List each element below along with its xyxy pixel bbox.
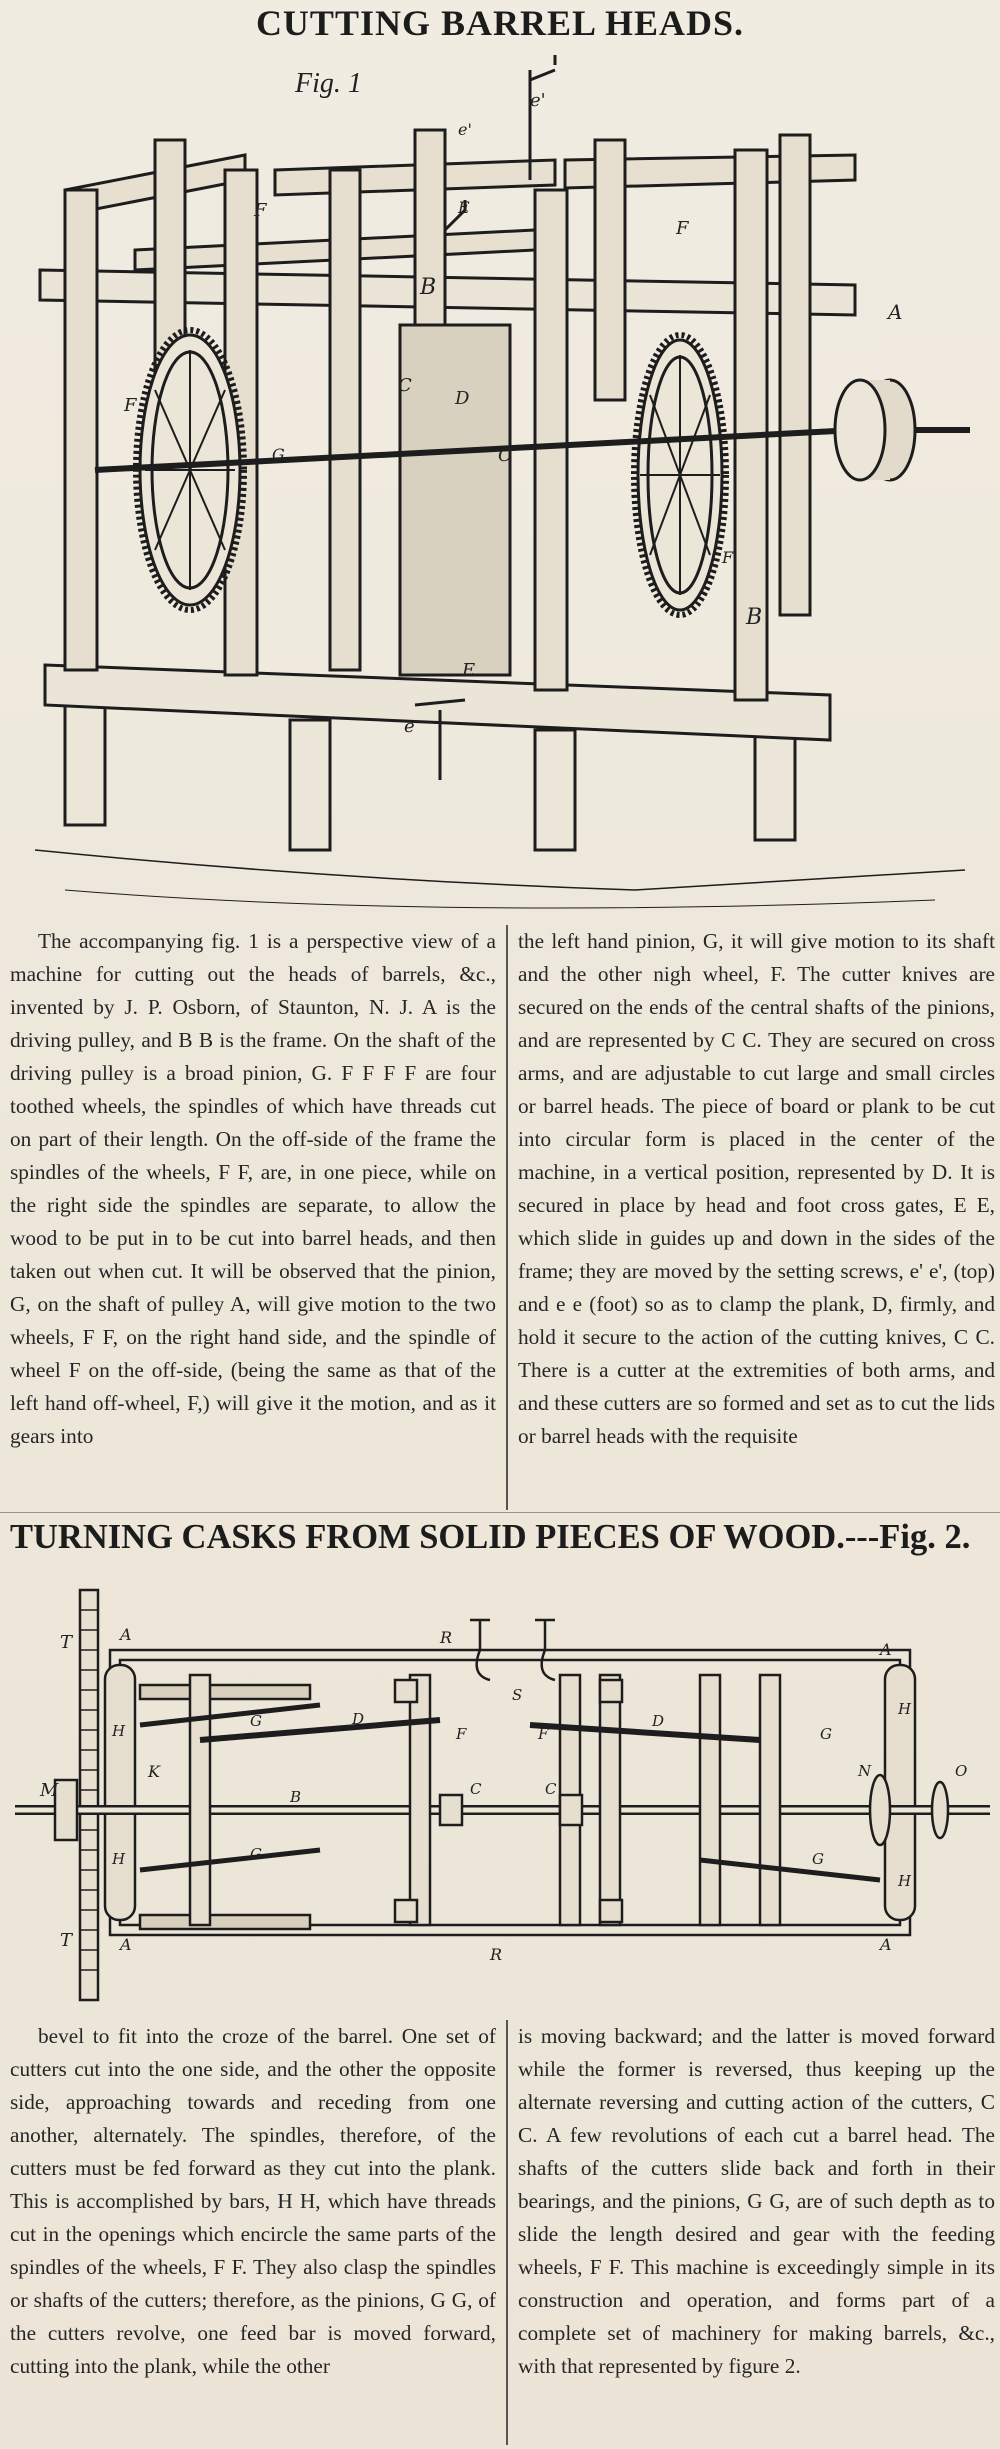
label-e2: E <box>458 198 470 217</box>
label-f1: F <box>456 1725 467 1743</box>
label-a4: A <box>880 1935 892 1954</box>
article-2-column-left: bevel to fit into the croze of the barrel. One set of cutters cut into the one side, and the other the opposite side, approaching towards and receding from one another, alternately. The spindles, therefore, of the cutters must be fed forward as they cut into the plank. This is accomplished by bars, H H, which have threads cut in the openings which encircle the same parts of the spindles of the wheels, F F. They also clasp the spindles or shafts of the cutters; therefore, as the pinions, G G, of the cutters revolve, one feed bar is moved forward, cutting into the plank, while the other <box>10 2024 496 2378</box>
label-e-foot: e <box>404 716 415 737</box>
label-e1: E <box>462 660 476 681</box>
label-e-prime-top: e' <box>530 90 546 111</box>
label-g1: G <box>250 1712 262 1730</box>
label-c1: C <box>470 1780 482 1798</box>
article-1-body <box>10 925 995 1510</box>
label-g2: G <box>250 1845 262 1863</box>
label-k: K <box>148 1762 160 1781</box>
label-o: O <box>955 1762 968 1780</box>
label-g3: G <box>820 1725 832 1743</box>
label-n: N <box>858 1762 872 1780</box>
label-b1: B <box>420 275 437 300</box>
figure-1-caption: Fig. 1 <box>295 68 362 99</box>
label-e-prime-2: e' <box>458 120 472 139</box>
label-m: M <box>40 1780 59 1801</box>
label-t2: T <box>60 1930 73 1951</box>
label-a: A <box>888 300 903 324</box>
article-1-column-right: the left hand pinion, G, it will give motion to its shaft and the other nigh wheel, F. The cutter knives are secured on the ends of the central shafts of the pinions, and are represented by C C. They are secured on cross arms, and are adjustable to cut large and small circles or barrel heads. The piece of board or plank to be cut into circular form is placed in the center of the machine, in a vertical position, represented by D. It is secured in place by head and foot cross gates, E E, which slide in guides up and down in the sides of the frame; they are moved by the setting screws, e' e', (top) and e e (foot) so as to clamp the plank, D, firmly, and hold it secure to the action of the cutting knives, C C. There is a cutter at the extremities of both arms, and and these cutters are so formed and set as to cut the lids or barrel heads with the requisite <box>518 929 995 1448</box>
label-c2: C <box>545 1780 557 1798</box>
column-rule <box>506 2020 508 2445</box>
figure-1-barrel-head-machine <box>35 50 975 920</box>
label-r1: R <box>440 1628 453 1647</box>
article-2-body <box>10 2020 995 2445</box>
label-b2: B <box>746 605 763 630</box>
article-2-column-right: is moving backward; and the latter is moved forward while the former is reversed, thus keeping up the alternate reversing and cutting action of the cutters, C C. A few revolutions of each cut a barrel head. The shafts of the cutters slide back and forth in their bearings, and the pinions, G G, are of such depth as to slide the length desired and gear with the feeding wheels, F F. This machine is exceedingly simple in its construction and operation, and forms part of a complete set of machinery for making barrels, &c., with that represented by figure 2. <box>518 2024 995 2378</box>
label-c2: C <box>498 445 512 466</box>
label-h2: H <box>112 1850 126 1868</box>
label-a1: A <box>120 1625 132 1644</box>
label-f2: F <box>254 200 267 221</box>
label-t1: T <box>60 1632 73 1653</box>
divider <box>0 1512 1000 1513</box>
label-h1: H <box>112 1722 126 1740</box>
label-h3: H <box>898 1700 912 1718</box>
label-d: D <box>455 388 470 409</box>
column-rule <box>506 925 508 1510</box>
label-h4: H <box>898 1872 912 1890</box>
label-r2: R <box>490 1945 503 1964</box>
label-f3: F <box>676 218 689 239</box>
label-a2: A <box>120 1935 132 1954</box>
label-s: S <box>512 1686 523 1704</box>
label-c1: C <box>398 375 412 396</box>
article-title-turning-casks: TURNING CASKS FROM SOLID PIECES OF WOOD.---Fig. 2. <box>10 1518 971 1556</box>
label-f2: F <box>538 1725 549 1743</box>
label-b: B <box>290 1788 302 1806</box>
label-f1: F <box>124 395 137 416</box>
label-d2: D <box>652 1712 665 1730</box>
label-g4: G <box>812 1850 824 1868</box>
article-title-cutting-barrel-heads: CUTTING BARREL HEADS. <box>255 3 745 43</box>
label-a3: A <box>880 1640 892 1659</box>
label-d1: D <box>352 1710 365 1728</box>
label-g: G <box>272 445 285 464</box>
article-1-column-left: The accompanying fig. 1 is a perspective view of a machine for cutting out the heads of barrels, &c., invented by J. P. Osborn, of Staunton, N. J. A is the driving pulley, and B B is the frame. On the shaft of the driving pulley is a broad pinion, G. F F F F are four toothed wheels, the spindles of which have threads cut on part of their length. On the off-side of the frame the spindles of the wheels, F F, are, in one piece, while on the right side the spindles are separate, to allow the wood to be put in to be cut into barrel heads, and then taken out when cut. It will be observed that the pinion, G, on the shaft of pulley A, will give motion to the two wheels, F F, on the right hand side, and the spindle of wheel F on the off-side, (being the same as that of the left hand off-wheel, F,) will give it the motion, and as it gears into <box>10 929 496 1448</box>
label-f4: F <box>722 548 734 567</box>
